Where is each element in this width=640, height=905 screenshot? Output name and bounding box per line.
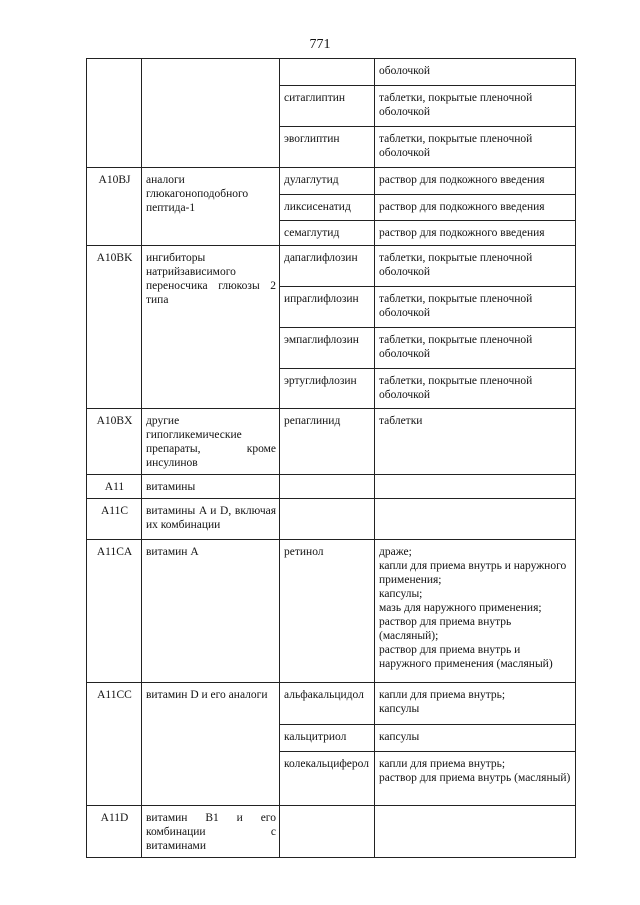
dosage-form-cell: таблетки, покрытые пленочной оболочкой [375,86,576,127]
inn-cell: эвоглиптин [280,127,375,168]
inn-cell: альфакальцидол [280,683,375,725]
dosage-form-cell: раствор для подкожного введения [375,221,576,246]
table-row [87,683,576,725]
inn-cell [280,475,375,499]
inn-cell: репаглинид [280,409,375,475]
group-name-cell: витамины [142,475,280,499]
dosage-form-cell: таблетки, покрытые пленочной оболочкой [375,328,576,369]
page-number: 771 [309,37,331,52]
table-row [87,246,576,287]
dosage-form-cell: раствор для подкожного введения [375,168,576,195]
dosage-form-cell: таблетки, покрытые пленочной оболочкой [375,369,576,409]
table-row [87,475,576,499]
inn-cell: дулаглутид [280,168,375,195]
group-name-cell [142,59,280,168]
table-row [87,409,576,475]
group-name-cell: витамин D и его аналоги [142,683,280,806]
dosage-form-cell: драже; капли для приема внутрь и наружного применения; капсулы; мазь для наружного применения; раствор для приема внутрь (масляный); раствор для приема внутрь и наружного применения (масляный) [375,540,576,683]
inn-cell [280,806,375,858]
group-name-cell: ингибиторы натрийзависимого переносчика глюкозы 2 типа [142,246,280,409]
inn-cell: эмпаглифлозин [280,328,375,369]
table-row [87,168,576,195]
inn-cell: семаглутид [280,221,375,246]
dosage-form-cell: капли для приема внутрь; капсулы [375,683,576,725]
inn-cell [280,59,375,86]
drug-table [86,58,576,858]
atc-code-cell: A11 [87,475,142,499]
dosage-form-cell: раствор для подкожного введения [375,195,576,221]
table-row [87,499,576,540]
group-name-cell: витамины A и D, включая их комбинации [142,499,280,540]
atc-code-cell [87,59,142,168]
dosage-form-cell: таблетки, покрытые пленочной оболочкой [375,127,576,168]
atc-code-cell: A10BK [87,246,142,409]
inn-cell: ретинол [280,540,375,683]
atc-code-cell: A11CA [87,540,142,683]
dosage-form-cell: капли для приема внутрь; раствор для приема внутрь (масляный) [375,752,576,806]
table-row [87,540,576,683]
inn-cell: колекальциферол [280,752,375,806]
table-row [87,806,576,858]
dosage-form-cell [375,806,576,858]
inn-cell: эртуглифлозин [280,369,375,409]
dosage-form-cell: таблетки [375,409,576,475]
inn-cell: дапаглифлозин [280,246,375,287]
group-name-cell: витамин A [142,540,280,683]
dosage-form-cell: таблетки, покрытые пленочной оболочкой [375,287,576,328]
table-row [87,59,576,86]
inn-cell: ситаглиптин [280,86,375,127]
inn-cell: ипраглифлозин [280,287,375,328]
dosage-form-cell: таблетки, покрытые пленочной оболочкой [375,246,576,287]
group-name-cell: витамин B1 и его комбинации с витаминами [142,806,280,858]
inn-cell [280,499,375,540]
dosage-form-cell: капсулы [375,725,576,752]
atc-code-cell: A11D [87,806,142,858]
group-name-cell: другие гипогликемические препараты, кроме инсулинов [142,409,280,475]
atc-code-cell: A10BJ [87,168,142,246]
atc-code-cell: A11C [87,499,142,540]
atc-code-cell: A10BX [87,409,142,475]
dosage-form-cell [375,499,576,540]
inn-cell: кальцитриол [280,725,375,752]
dosage-form-cell [375,475,576,499]
group-name-cell: аналоги глюкагоноподобного пептида-1 [142,168,280,246]
atc-code-cell: A11CC [87,683,142,806]
inn-cell: ликсисенатид [280,195,375,221]
dosage-form-cell: оболочкой [375,59,576,86]
